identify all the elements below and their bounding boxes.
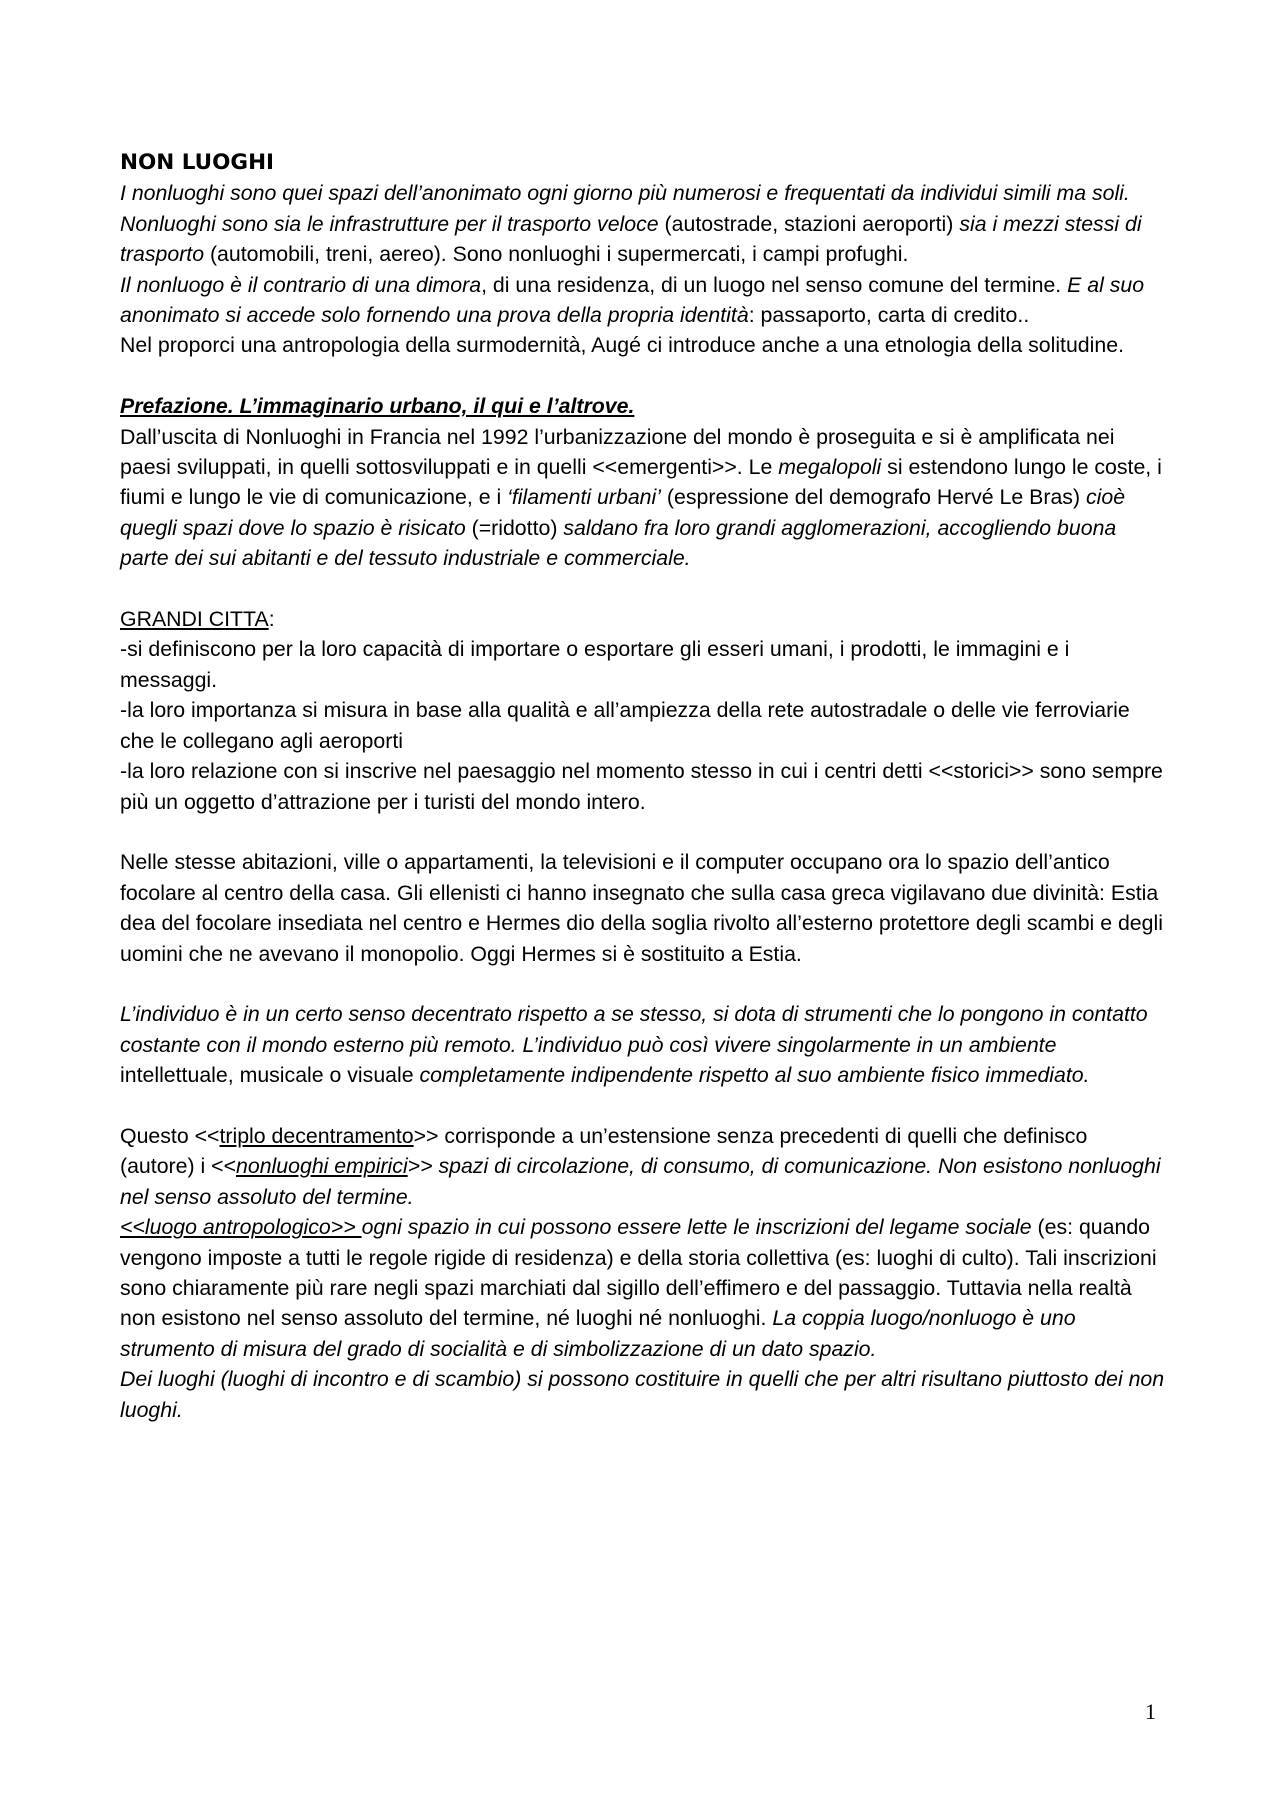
paragraph-triplo-decentramento (120, 1121, 1165, 1212)
text: (=ridotto) (465, 515, 564, 540)
text-italic: Dei luoghi (luoghi di incontro e di scambio) si possono costituire in quelli che per altri risultano piuttosto dei non luoghi. (120, 1367, 1165, 1422)
text: (es: quando vengono imposte a tutti le regole rigide di residenza) e della storia collettiva (es: luoghi di culto). Tali inscrizioni sono chiaramente più rare negli spazi marchiati dal sigillo dell’effimero e del passaggio. Tuttavia nella realtà non esistono nel senso assoluto del termine, né luoghi né nonluoghi. (120, 1215, 1157, 1331)
text-italic: ‘filamenti urbani’ (507, 485, 661, 510)
list-item: -la loro importanza si misura in base alla qualità e all’ampiezza della rete autostradale o delle vie ferroviarie che le collegano agli aeroporti (120, 698, 1130, 753)
text-italic: saldano fra loro grandi agglomerazioni, accogliendo buona parte dei sui abitanti e del tessuto industriale e commerciale. (120, 515, 1117, 571)
text-underlined: triplo decentramento (219, 1123, 414, 1148)
text: , di una residenza, di un luogo nel senso comune del termine. (481, 272, 1068, 297)
prefazione-heading (120, 391, 1165, 421)
text: (espressione del demografo Hervé Le Bras) (661, 485, 1086, 510)
list-item: -la loro relazione con si inscrive nel paesaggio nel momento stesso in cui i centri detti <<storici>> sono sempre più un oggetto d’attrazione per i turisti del mondo intero. (120, 759, 1163, 814)
paragraph-dei-luoghi (120, 1364, 1165, 1425)
text-italic: megalopoli (778, 455, 882, 480)
text-italic: ogni spazio in cui possono essere lette le inscrizioni del legame sociale (361, 1215, 1032, 1240)
heading-text: GRANDI CITTA (120, 607, 269, 632)
text-italic: cioè quegli spazi dove lo spazio è risicato (120, 485, 1126, 540)
text-italic: sia i mezzi stessi di trasporto (120, 211, 1142, 267)
grandi-citta-heading (120, 604, 1165, 634)
spacer (120, 817, 1165, 847)
text: >> corrisponde a un’estensione senza precedenti di quelli che definisco (autore) i << (120, 1123, 1088, 1179)
page-number: 1 (1145, 1699, 1156, 1724)
text: (automobili, treni, aereo). Sono nonluoghi i supermercati, i campi profughi. (204, 242, 909, 267)
paragraph-nonluogo-dimora (120, 270, 1165, 331)
text-italic: I nonluoghi sono quei spazi dell’anonimato ogni giorno più numerosi e frequentati da individui simili ma soli. Nonluoghi sono sia le infrastrutture per il trasporto veloce (120, 181, 1130, 236)
document-title: NON LUOGHI (120, 150, 275, 175)
paragraph-abitazioni: Nelle stesse abitazioni, ville o appartamenti, la televisioni e il computer occupano ora lo spazio dell’antico focolare al centro della casa. Gli ellenisti ci hanno insegnato che sulla casa greca vigilavano due divinità: Estia dea del focolare insediata nel centro e Hermes dio della soglia rivolto all’esterno protettore degli scambi e degli uomini che ne avevano il monopolio. Oggi Hermes si è sostituito a Estia. (120, 850, 1163, 966)
text-italic-underlined: <<luogo antropologico>> (120, 1215, 362, 1240)
text-italic: >> spazi di circolazione, di consumo, di comunicazione. Non esistono nonluoghi nel senso assoluto del termine. (120, 1154, 1161, 1209)
text: Dall’uscita di Nonluoghi in Francia nel 1992 l’urbanizzazione del mondo è proseguita e si è amplificata nei paesi sviluppati, in quelli sottosviluppati e in quelli <<emergenti>>. Le (120, 424, 1115, 480)
spacer (120, 361, 1165, 391)
paragraph-antropologia: Nel proporci una antropologia della surmodernità, Augé ci introduce anche a una etnologia della solitudine. (120, 333, 1124, 358)
text: intellettuale, musicale o visuale (120, 1063, 420, 1088)
text-italic: E al suo anonimato si accede solo fornendo una prova della propria identità (120, 272, 1145, 328)
text: : passaporto, carta di credito.. (748, 303, 1030, 328)
text-italic-underlined: nonluoghi empirici (236, 1154, 408, 1179)
paragraph-individuo (120, 999, 1165, 1090)
text-italic: La coppia luogo/nonluogo è uno strumento di misura del grado di socialità e di simbolizzazione di un dato spazio. (120, 1306, 1076, 1361)
text-italic: completamente indipendente rispetto al suo ambiente fisico immediato. (419, 1063, 1090, 1088)
text-italic: Il nonluogo è il contrario di una dimora (120, 272, 482, 297)
document-page (120, 148, 1165, 1425)
paragraph-nonluoghi-intro (120, 178, 1165, 269)
text-italic: L’individuo è in un certo senso decentrato rispetto a se stesso, si dota di strumenti che lo pongono in contatto costante con il mondo esterno più remoto. L’individuo può così vivere singolarmente in un ambiente (120, 1002, 1148, 1057)
text: Questo << (120, 1123, 220, 1148)
text: : (268, 607, 275, 632)
text: si estendono lungo le coste, i fiumi e lungo le vie di comunicazione, e i (120, 455, 1162, 510)
spacer (120, 1091, 1165, 1121)
paragraph-urbanizzazione (120, 422, 1165, 574)
spacer (120, 574, 1165, 604)
paragraph-luogo-antropologico (120, 1212, 1165, 1364)
text: (autostrade, stazioni aeroporti) (658, 211, 960, 236)
spacer (120, 969, 1165, 999)
list-item: -si definiscono per la loro capacità di importare o esportare gli esseri umani, i prodotti, le immagini e i messaggi. (120, 637, 1070, 692)
heading-text: Prefazione. L’immaginario urbano, il qui e l’altrove. (120, 394, 635, 419)
